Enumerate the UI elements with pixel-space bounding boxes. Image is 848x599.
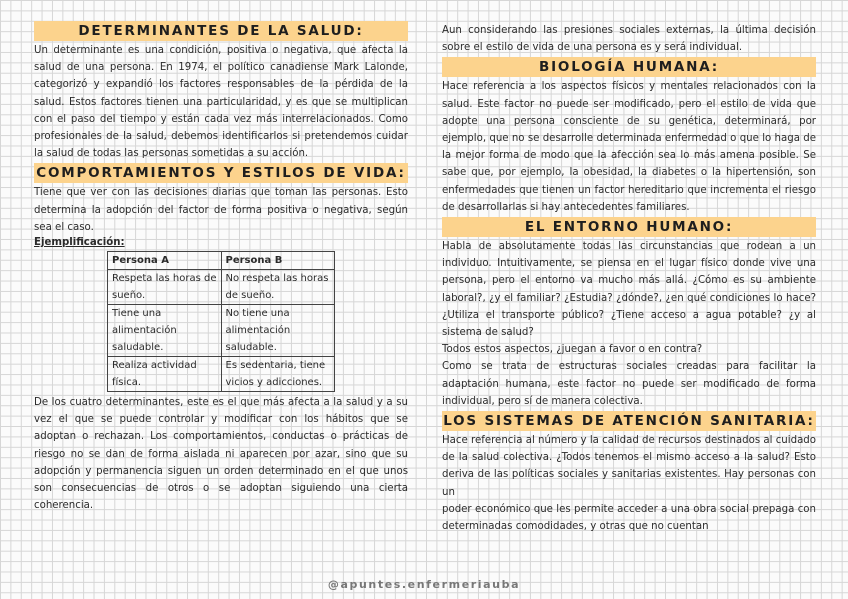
- table-cell: Realiza actividad física.: [108, 357, 222, 392]
- comparison-table: [107, 251, 335, 392]
- table-header-cell: Persona B: [221, 252, 335, 270]
- heading-biologia: BIOLOGÍA HUMANA:: [442, 57, 816, 77]
- right-column: [442, 22, 816, 535]
- paragraph-comportamientos-2: De los cuatro determinantes, este es el que más afecta a la salud y a su vez el que se puede controlar y modificar con los hábitos que se adoptan o rechazan. Los comportamientos, conductas o prácticas de riesgo no se dan de forma aislada ni aparecen por azar, sino que su adopción y permanencia siguen un orden determinado en el que unos son consecuencias de otros o se adoptan siguiendo una cierta coherencia.: [34, 397, 408, 512]
- left-column: [34, 20, 408, 514]
- paragraph-comportamientos: Tiene que ver con las decisiones diarias que toman las personas. Esto determina la adopción del factor de forma positiva o negativa, según sea el caso.: [34, 187, 408, 233]
- heading-determinantes: DETERMINANTES DE LA SALUD:: [34, 21, 408, 41]
- heading-sistemas: LOS SISTEMAS DE ATENCIÓN SANITARIA:: [443, 413, 815, 430]
- footer-watermark: @apuntes.enfermeriauba: [327, 578, 521, 591]
- table-cell: Tiene una alimentación saludable.: [108, 305, 222, 357]
- paragraph-determinantes: Un determinante es una condición, positiva o negativa, que afecta la salud de una persona. En 1974, el político canadiense Mark Lalonde, categorizó y expandió los factores responsables de la pérdida de la salud. Estos factores tienen una particularidad, y es que se multiplican con el paso del tiempo y están cada vez más interrelacionados. Como profesionales de la salud, debemos identificarlos si pretendemos cuidar la salud de todas las personas sometidas a su acción.: [34, 45, 408, 160]
- heading-entorno: EL ENTORNO HUMANO:: [442, 217, 816, 237]
- paragraph-sistemas-2: poder económico que les permite acceder a una obra social prepaga con determinadas comodidades, y otras que no cuentan: [442, 503, 816, 533]
- paragraph-intro: Aun considerando las presiones sociales externas, la última decisión sobre el estilo de vida de una persona es y será individual.: [442, 25, 816, 54]
- table-row: [108, 270, 335, 305]
- table-header-cell: Persona A: [108, 252, 222, 270]
- table-cell: Respeta las horas de sueño.: [108, 270, 222, 305]
- table-cell: No respeta las horas de sueño.: [221, 270, 335, 305]
- table-cell: Es sedentaria, tiene vicios y adicciones.: [221, 357, 335, 392]
- paragraph-sistemas: Hace referencia al número y la calidad de recursos destinados al cuidado de la salud colectiva. ¿Todos tenemos el mismo acceso a la salud? Esto deriva de las políticas sociales y sanitarias existentes. Hay personas con un: [442, 435, 817, 498]
- table-header-row: [108, 252, 335, 270]
- paragraph-entorno: Habla de absolutamente todas las circunstancias que rodean a un individuo. Intuitivamente, se piensa en el lugar físico donde vive una persona, pero el entorno va mucho más allá. ¿Cómo es su ambiente laboral?, ¿y el familiar? ¿Estudia? ¿dónde?, ¿en qué condiciones lo hace? ¿Utiliza el transporte público? ¿Tiene acceso a agua potable? ¿y al sistema de salud?: [442, 241, 816, 339]
- paragraph-entorno-3: Como se trata de estructuras sociales creadas para facilitar la adaptación humana, este factor no puede ser modificado de forma individual, pero sí de manera colectiva.: [442, 361, 816, 407]
- example-label: Ejemplificación:: [34, 237, 125, 249]
- table-cell: No tiene una alimentación saludable.: [221, 305, 335, 357]
- table-row: [108, 357, 335, 392]
- table-row: [108, 305, 335, 357]
- paragraph-entorno-2: Todos estos aspectos, ¿juegan a favor o en contra?: [442, 344, 703, 356]
- paragraph-biologia: Hace referencia a los aspectos físicos y mentales relacionados con la salud. Este factor no puede ser modificado, pero el estilo de vida que adopte una persona consciente de su genética, determinará, por ejemplo, que no se desarrolle determinada enfermedad o que lo haga de la mejor forma de modo que la afección sea lo más amena posible. Se sabe que, por ejemplo, la obesidad, la diabetes o la hipertensión, son enfermedades que tienen un factor hereditario que incrementa el riesgo de desarrollarlas si hay antecedentes familiares.: [442, 81, 816, 213]
- heading-comportamientos: COMPORTAMIENTOS Y ESTILOS DE VIDA:: [34, 163, 408, 183]
